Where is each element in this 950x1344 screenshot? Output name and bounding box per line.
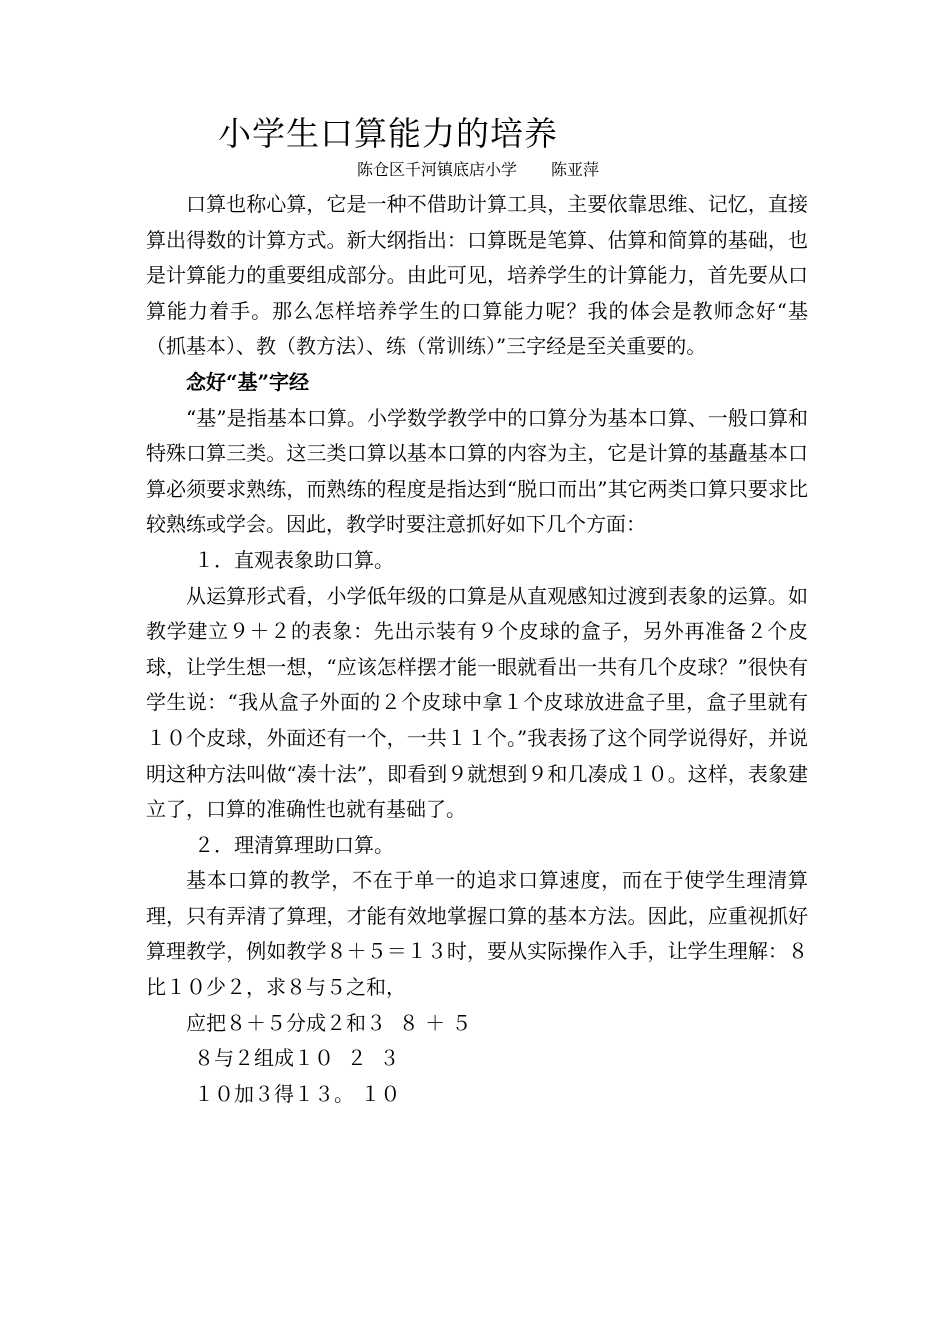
byline: [357, 158, 599, 182]
formula-line-1: 应把８＋５分成２和３ ８ ＋ ５: [186, 1010, 472, 1035]
item-heading-2: ２．理清算理助口算。: [194, 832, 394, 857]
document-body: [146, 187, 808, 1112]
paragraph-item-2: 基本口算的教学，不在于单一的追求口算速度，而在于使学生理清算理，只有弄清了算理，才能有效地掌握口算的基本方法。因此，应重视抓好算理教学，例如教学８＋５＝１３时，要从实际操作入手，让学生理解：８比１０少２，求８与５之和，: [146, 868, 808, 1000]
document-title: 小学生口算能力的培养: [218, 114, 558, 153]
paragraph-ji: “基”是指基本口算。小学数学教学中的口算分为基本口算、一般口算和特殊口算三类。这三类口算以基本口算的内容为主，它是计算的基矗基本口算必须要求熟练，而熟练的程度是指达到“脱口而出”其它两类口算只要求比较熟练或学会。因此，教学时要注意抓好如下几个方面：: [146, 405, 808, 537]
school-name: 陈仓区千河镇底店小学: [357, 160, 518, 179]
formula-line-3: １０加３得１３。 １０: [194, 1081, 401, 1106]
section-heading-ji: 念好“基”字经: [186, 369, 310, 394]
author-name: 陈亚萍: [551, 160, 600, 179]
item-heading-1: １．直观表象助口算。: [194, 547, 394, 572]
paragraph-item-1: 从运算形式看，小学低年级的口算是从直观感知过渡到表象的运算。如教学建立９＋２的表象：先出示装有９个皮球的盒子，另外再准备２个皮球，让学生想一想，“应该怎样摆才能一眼就看出一共有几个皮球？”很快有学生说：“我从盒子外面的２个皮球中拿１个皮球放进盒子里，盒子里就有１０个皮球，外面还有一个，一共１１个。”我表扬了这个同学说得好，并说明这种方法叫做“凑十法”，即看到９就想到９和几凑成１０。这样，表象建立了，口算的准确性也就有基础了。: [146, 583, 808, 822]
paragraph-intro: 口算也称心算，它是一种不借助计算工具，主要依靠思维、记忆，直接算出得数的计算方式。新大纲指出：口算既是笔算、估算和简算的基础，也是计算能力的重要组成部分。由此可见，培养学生的计算能力，首先要从口算能力着手。那么怎样培养学生的口算能力呢？我的体会是教师念好“基（抓基本）、教（教方法）、练（常训练）”三字经是至关重要的。: [146, 192, 808, 359]
formula-line-2: ８与２组成１０ ２ ３: [194, 1046, 400, 1071]
